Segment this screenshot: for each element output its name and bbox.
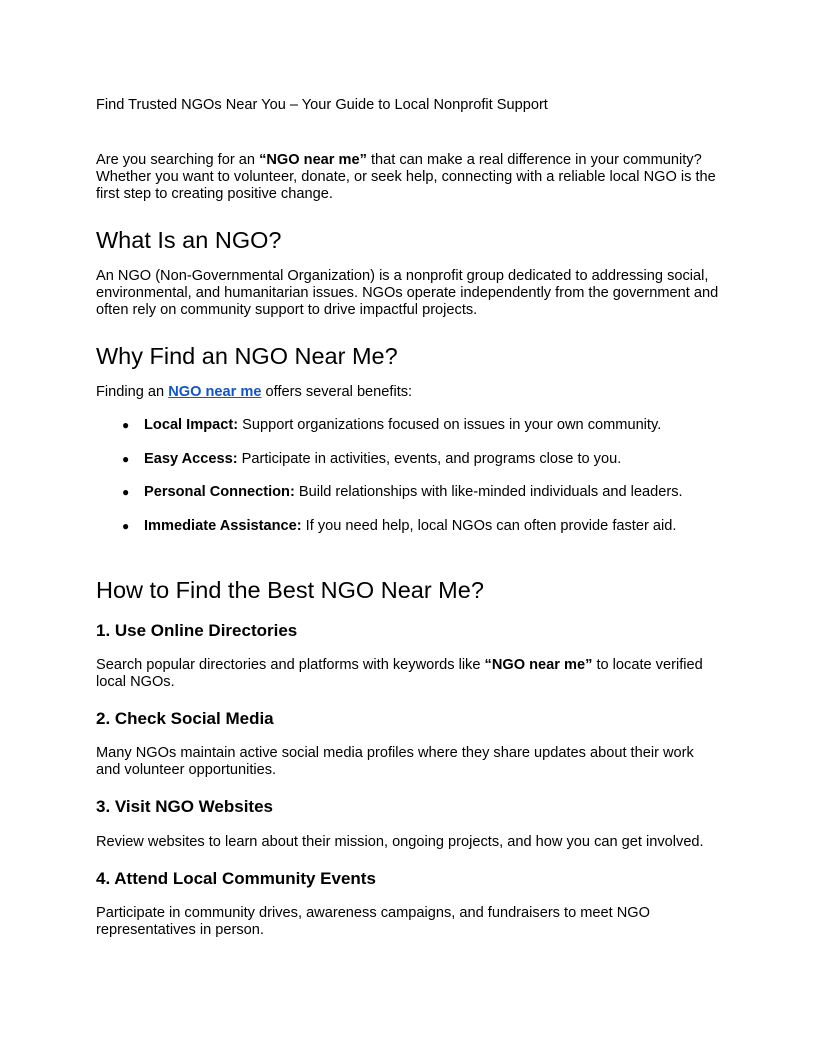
document-title: Find Trusted NGOs Near You – Your Guide to Local Nonprofit Support [96, 97, 548, 113]
why-lead-after: offers several benefits: [261, 384, 413, 400]
step-3-paragraph: Review websites to learn about their mission, ongoing projects, and how you can get involved. [96, 834, 704, 850]
heading-what-is-ngo: What Is an NGO? [96, 227, 282, 253]
step-4-paragraph: Participate in community drives, awareness campaigns, and fundraisers to meet NGO representatives in person. [96, 905, 650, 938]
intro-paragraph [96, 152, 726, 203]
bullet-icon: ● [122, 518, 130, 533]
heading-how-to-find: How to Find the Best NGO Near Me? [96, 577, 484, 603]
list-item [96, 484, 726, 501]
list-item [96, 518, 726, 535]
benefit-label: Personal Connection: [144, 484, 295, 500]
intro-keyword: “NGO near me” [259, 152, 367, 168]
list-item [96, 451, 726, 468]
why-lead-before: Finding an [96, 384, 169, 400]
step-4-heading: 4. Attend Local Community Events [96, 869, 376, 888]
benefit-label: Local Impact: [144, 417, 239, 433]
benefit-label: Immediate Assistance: [144, 517, 302, 534]
step-2-heading: 2. Check Social Media [96, 709, 274, 728]
benefits-list [96, 417, 726, 551]
bullet-icon: ● [122, 418, 130, 432]
list-item [96, 417, 726, 434]
intro-text-before: Are you searching for an [96, 152, 260, 168]
intro-text-after: that can make a real difference in your community? Whether you want to volunteer, donate, or seek help, connecting with a reliable local NGO is the first step to creating positive change. [96, 152, 716, 202]
step-1-text-after: to locate verified local NGOs. [96, 657, 703, 690]
benefit-text: If you need help, local NGOs can often provide faster aid. [301, 517, 677, 534]
why-find-lead [96, 384, 412, 401]
what-is-ngo-paragraph: An NGO (Non-Governmental Organization) is a nonprofit group dedicated to addressing social, environmental, and humanitarian issues. NGOs operate independently from the government and often rely on community support to drive impactful projects. [96, 268, 719, 318]
step-1-text-before: Search popular directories and platforms with keywords like [96, 657, 485, 673]
step-2-paragraph: Many NGOs maintain active social media profiles where they share updates about their work and volunteer opportunities. [96, 745, 694, 778]
ngo-near-me-link[interactable]: NGO near me [168, 384, 262, 400]
benefit-text: Build relationships with like-minded individuals and leaders. [294, 484, 683, 500]
benefit-text: Support organizations focused on issues in your own community. [238, 417, 662, 433]
step-1-keyword: “NGO near me” [484, 657, 593, 673]
benefit-text: Participate in activities, events, and programs close to you. [237, 450, 622, 467]
step-1-paragraph [96, 657, 726, 691]
step-1-heading: 1. Use Online Directories [96, 621, 298, 640]
benefit-label: Easy Access: [144, 450, 238, 467]
step-3-heading: 3. Visit NGO Websites [96, 797, 273, 816]
heading-why-find-ngo: Why Find an NGO Near Me? [96, 343, 398, 369]
bullet-icon: ● [122, 485, 130, 499]
bullet-icon: ● [122, 451, 130, 466]
